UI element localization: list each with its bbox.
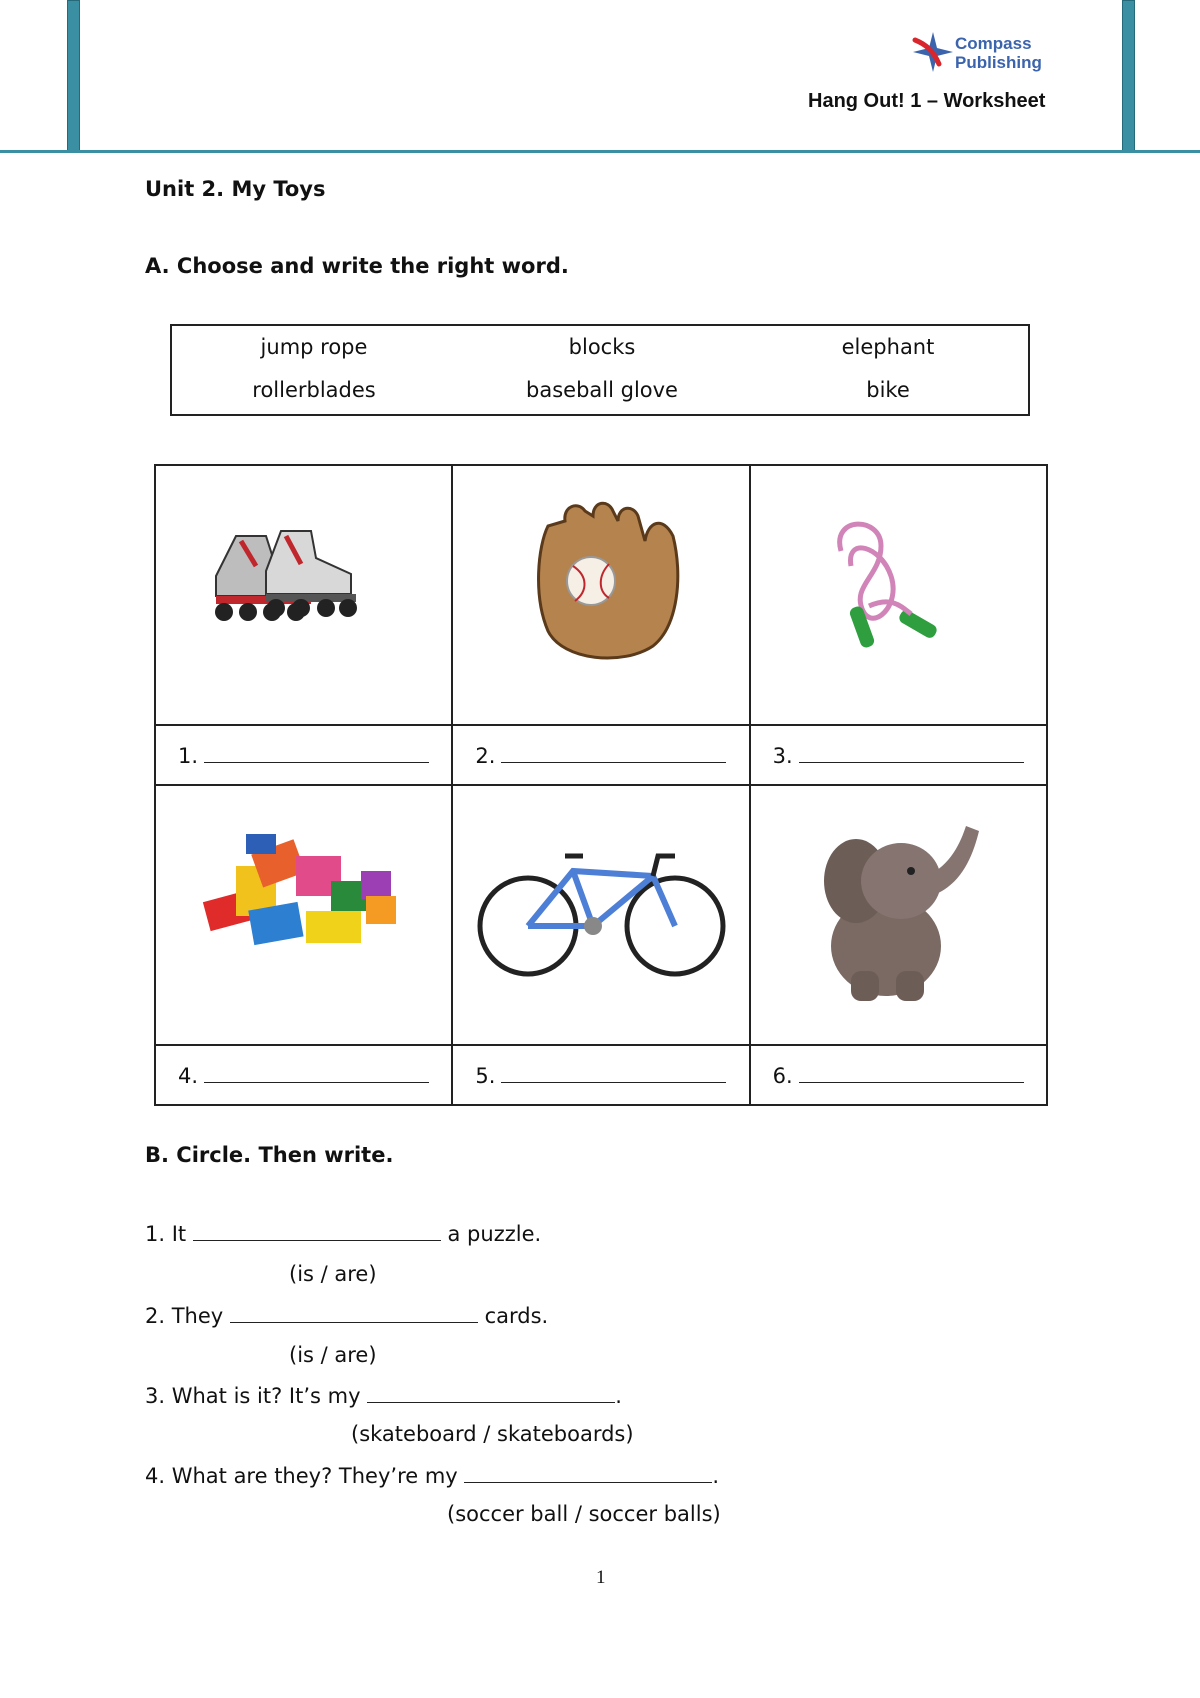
worksheet-title: Hang Out! 1 – Worksheet xyxy=(808,90,1046,112)
item-number: 5. xyxy=(475,1064,496,1088)
item-number: 2. xyxy=(475,744,496,768)
item-number: 4. xyxy=(178,1064,199,1088)
answer-blank[interactable] xyxy=(501,1064,726,1083)
picture-cell xyxy=(452,465,749,725)
question-text: 2. They xyxy=(145,1304,224,1328)
picture-cell xyxy=(750,785,1047,1045)
rollerblades-image xyxy=(156,466,454,724)
answer-options: (soccer ball / soccer balls) xyxy=(447,1502,721,1526)
word-bank-item: elephant xyxy=(841,335,935,359)
question-text-end: . xyxy=(712,1464,720,1488)
section-a-title: A. Choose and write the right word. xyxy=(145,254,569,278)
word-bank-item: blocks xyxy=(568,335,636,359)
question-3 xyxy=(145,1384,622,1408)
header-frame-right-bar xyxy=(1122,0,1135,152)
word-bank-item: baseball glove xyxy=(526,378,678,402)
word-bank xyxy=(170,324,1030,416)
word-bank-item: jump rope xyxy=(260,335,368,359)
picture-answer-grid xyxy=(154,464,1048,1106)
answer-blank[interactable] xyxy=(230,1304,478,1323)
answer-cell xyxy=(155,1045,452,1105)
answer-blank[interactable] xyxy=(799,1064,1024,1083)
item-number: 1. xyxy=(178,744,199,768)
answer-options: (is / are) xyxy=(289,1343,377,1367)
section-b-title: B. Circle. Then write. xyxy=(145,1143,394,1167)
question-text-end: . xyxy=(615,1384,622,1408)
word-bank-item: rollerblades xyxy=(252,378,376,402)
answer-blank[interactable] xyxy=(367,1384,615,1403)
elephant-image xyxy=(751,786,1049,1044)
answer-blank[interactable] xyxy=(799,744,1024,763)
page-number: 1 xyxy=(596,1567,606,1588)
question-2 xyxy=(145,1304,548,1328)
answer-cell xyxy=(750,725,1047,785)
answer-blank[interactable] xyxy=(464,1464,712,1483)
answer-blank[interactable] xyxy=(204,744,429,763)
answer-options: (is / are) xyxy=(289,1262,377,1286)
jump-rope-image xyxy=(751,466,1049,724)
header-divider xyxy=(0,150,1200,153)
answer-cell xyxy=(452,725,749,785)
bike-image xyxy=(453,786,751,1044)
word-bank-item: bike xyxy=(866,378,910,402)
logo-line1: Compass xyxy=(955,34,1032,53)
answer-blank[interactable] xyxy=(501,744,726,763)
answer-cell xyxy=(452,1045,749,1105)
picture-cell xyxy=(155,785,452,1045)
picture-cell xyxy=(750,465,1047,725)
question-4 xyxy=(145,1464,719,1488)
picture-cell xyxy=(452,785,749,1045)
question-text-end: cards. xyxy=(484,1304,549,1328)
answer-cell xyxy=(750,1045,1047,1105)
question-text: 3. What is it? It’s my xyxy=(145,1384,361,1408)
item-number: 6. xyxy=(772,1064,793,1088)
picture-cell xyxy=(155,465,452,725)
logo-line2: Publishing xyxy=(955,53,1042,72)
header-frame-left-bar xyxy=(67,0,80,152)
answer-blank[interactable] xyxy=(204,1064,429,1083)
answer-options: (skateboard / skateboards) xyxy=(351,1422,634,1446)
baseball-glove-image xyxy=(453,466,751,724)
answer-blank[interactable] xyxy=(193,1222,441,1241)
compass-star-icon xyxy=(911,30,955,74)
question-text-end: a puzzle. xyxy=(447,1222,542,1246)
item-number: 3. xyxy=(772,744,793,768)
question-text: 4. What are they? They’re my xyxy=(145,1464,458,1488)
blocks-image xyxy=(156,786,454,1044)
unit-title: Unit 2. My Toys xyxy=(145,177,326,201)
answer-cell xyxy=(155,725,452,785)
question-text: 1. It xyxy=(145,1222,187,1246)
compass-publishing-logo xyxy=(911,30,1071,80)
question-1 xyxy=(145,1222,541,1246)
